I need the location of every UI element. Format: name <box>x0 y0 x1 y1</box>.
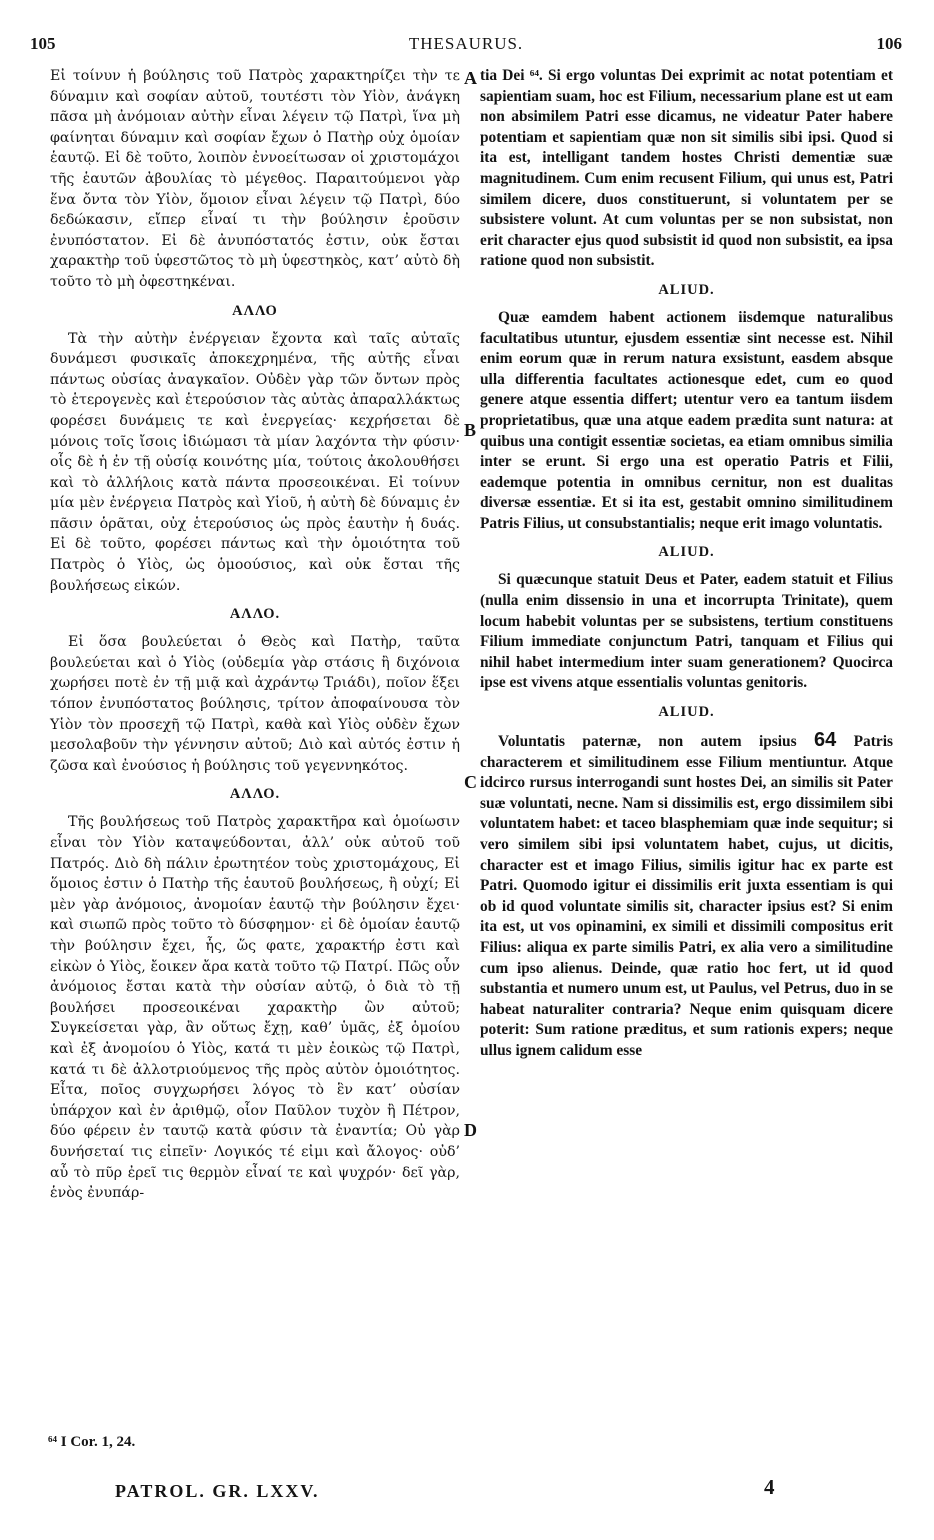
greek-column <box>50 66 460 1204</box>
latin-column <box>480 66 893 1062</box>
latin-heading-1: ALIUD. <box>658 281 715 298</box>
greek-paragraph-1: Εἰ τοίνυν ἡ βούλησις τοῦ Πατρὸς χαρακτηρίζει τὴν τε δύναμιν καὶ σοφίαν αὐτοῦ, τουτέστι τὸν Υἱὸν, ἀνάγκη πᾶσα μὴ ἀνόμοιαν αὐτὴν εἶναι λέγειν τῷ Πατρὶ, ἵνα μὴ φαίνηται δύναμιν καὶ σοφίαν ἔχων ὁ Πατὴρ οὐχ ὁμοίαν ἑαυτῷ. Εἰ δὲ τοῦτο, λοιπὸν ἐννοείτωσαν οἱ χριστομάχοι τῆς ἑαυτῶν ἀβουλίας τὸ μέγεθος. Παραιτούμενοι γὰρ ἕνα ὄντα τὸν Υἱὸν, ὅμοιον εἶναι λέγειν τῷ Πατρὶ, δύο δεδώκασιν, εἴπερ εἶναί τι τὴν βούλησιν ἐροῦσιν ἐνυπόστατον. Εἰ δὲ ἀνυπόστατός ἐστιν, οὐκ ἔσται χαρακτὴρ τοῦ ὑφεστῶτος τὸ μὴ ὑφεστηκὸς, κατ’ αὐτὸ δὴ τοῦτο τὸ μὴ ὀφεστηκέναι. <box>50 68 460 290</box>
latin-paragraph-3: Si quæcunque statuit Deus et Pater, eadem statuit et Filius (nulla enim dissensio in una et incorrupta Trinitate), quem locum habebit voluntas per se subsistens, tertium constituens Filium immediate conjunctum Patri, tanquam et Filius qui nihil habet intermedium inter suam generationem? Quocirca ipse est vivens atque essentialis voluntas genitoris. <box>480 571 893 692</box>
greek-heading-1: ΑΛΛΟ <box>232 302 278 319</box>
greek-heading-3: ΑΛΛΟ. <box>229 786 281 803</box>
running-title: THESAURUS. <box>408 34 524 53</box>
latin-paragraph-4-start: Voluntatis paternæ, non autem ipsius <box>498 733 797 751</box>
section-marker-c: C <box>464 772 477 792</box>
greek-paragraph-2: Τὰ τὴν αὐτὴν ἐνέργειαν ἔχοντα καὶ ταῖς αὐταῖς δυνάμεσι φυσικαῖς ἀποκεχρημένα, τῆς αὐτῆς εἶναι πάντως οὐσίας ἀναγκαῖον. Οὐδὲν γὰρ τῶν ὄντων πρὸς τὸ ἑτερογενὲς καὶ ἑτερούσιον τὰς αὐτὰς ἀπαραλλάκτως φορέσει δυνάμεις τε καὶ ἐνεργείας· κεχρήσεται δὲ μόνοις τοῖς ἴσοις ἰδιώμασι τὰ μίαν λαχόντα τὴν φύσιν· οἷς δὲ ἡ ἐν τῇ οὐσίᾳ κοινότης μία, τούτοις ἀκολουθήσει καὶ τὸ ἀλλήλοις κατὰ πάντα προσεοικέναι. Εἰ τοίνυν μία μὲν ἐνέργεια Πατρὸς καὶ Υἱοῦ, ἡ αὐτὴ δὲ δύναμις ἐν πᾶσιν ὁρᾶται, οὐχ ἑτερούσιος ὡς πρὸς ἑαυτὴν ἡ δυάς. Εἰ δὲ τοῦτο, φορέσει πάντως καὶ τὴν ὁμοιότητα τοῦ Πατρὸς ὁ Υἱὸς, ὡς ὁμοούσιος, καὶ οὐκ ἔσται τῆς βουλήσεως εἰκών. <box>50 330 460 594</box>
page-number-left: 105 <box>30 34 56 53</box>
section-marker-a: A <box>464 68 477 88</box>
section-marker-b: B <box>464 420 477 440</box>
footnote: ⁶⁴ I Cor. 1, 24. <box>48 1434 136 1450</box>
section-marker-d: D <box>464 1120 477 1140</box>
latin-heading-3: ALIUD. <box>658 704 715 721</box>
running-header <box>30 34 902 58</box>
latin-heading-2: ALIUD. <box>658 544 715 561</box>
greek-paragraph-4: Τῆς βουλήσεως τοῦ Πατρὸς χαρακτῆρα καὶ ὁμοίωσιν εἶναι τὸν Υἱὸν καταψεύδονται, ἀλλ’ οὐκ αὐτοῦ τοῦ Πατρός. Διὸ δὴ πάλιν ἐρωτητέον τοὺς χριστομάχους, Εἰ ὅμοιος ἐστιν ὁ Πατὴρ τῆς ἑαυτοῦ βουλήσεως, ἢ οὐχί; Εἰ μὲν γὰρ ἀνόμοιος, ἀνομοίαν ἑαυτῷ τὴν βούλησιν ἔχει· καὶ σιωπῶ πρὸς τοῦτο τὸ δύσφημον· εἰ δὲ ὁμοίαν ἑαυτῷ τὴν βούλησιν ἔχει, ἧς, ὥς φατε, χαρακτήρ ἐστι καὶ εἰκὼν ὁ Υἱὸς, ἔοικεν ἄρα κατὰ τοῦτο τῷ Πατρί. Πῶς οὖν ἀνόμοιος ἔσται κατὰ τὴν οὐσίαν αὐτῷ, ὁ διὰ τὸ τῇ βουλήσει προσεοικέναι χαρακτὴρ ὢν αὐτοῦ; Συγκείσεται γὰρ, ἂν οὕτως ἔχῃ, καθ’ ὑμᾶς, ἐξ ὁμοίου καὶ ἐξ ἀνομοίου ὁ Υἱὸς, κατά τι μὲν ἐοικὼς τῷ Πατρὶ, κατά τι δὲ ἀλλοτριούμενος τῆς πρὸς αὐτὸν ὁμοιότητος. Εἶτα, ποῖος συγχωρήσει λόγος τὸ ἓν κατ’ οὐσίαν ὑπάρχον καὶ ἐν ἀριθμῷ, οἷον Παῦλον τυχὸν ἢ Πέτρον, δύο φέρειν ἐν ταυτῷ κατὰ φύσιν τὰ ἐναντία; Οὐ γὰρ δυνήσεταί τις εἰπεῖν· Λογικός τέ εἰμι καὶ ἄλογος· οὐδ’ αὖ τὸ πῦρ ἐρεῖ τις θερμὸν εἶναί τε καὶ ψυχρόν· δεῖ γὰρ, ἑνὸς ἐνυπάρ- <box>50 814 460 1202</box>
latin-paragraph-1: tia Dei ⁶⁴. Si ergo voluntas Dei exprimit ac notat potentiam et sapientiam suam, hoc est Filium, necessarium plane est ut eam non absimilem Patri esse dicamus, ne videatur Pater habere potentiam et sapientiam quæ non sit similis sibi ipsi. Quod si ita est, intelligant tandem hostes Christi dementiæ suæ magnitudinem. Cum enim recusent Filium, qui unus est, Patri similem dicere, duos constituerunt, si voluntatem per se subsistere volunt. At cum voluntas per se non subsistat, non erit character ejus quod subsistit id quod non subsistit, ea ipsa ratione quod non subsistit. <box>480 67 893 270</box>
signature-mark: 4 <box>764 1475 775 1499</box>
column-number: 64 <box>814 729 837 752</box>
latin-paragraph-4-rest: Patris characterem et similitudinem esse Filium mentiuntur. Atque idcirco rursus interrogandi sunt hostes Dei, an similis sit Pater suæ voluntati, necne. Nam si dissimilis est, ergo dissimilem sibi voluntatem habet: et taceo blasphemiam quæ inde sequitur; si vero similem sibi ipsi voluntatem habet, cujus, ut dicitis, character est et imago Filius, similis igitur hac ex parte est Patri. Quomodo igitur ei dissimilis erit juxta essentiam is qui ob id quod voluntate similis sit, character ipsius est? Si enim ita est, ut vos opinamini, ex simili et dissimili compositus erit Filius: aliqua ex parte similis Patri, ex alia vero a similitudine cum ipso alienus. Deinde, quæ ratio hoc fert, ut id quod substantia et numero unum est, ut Paulus, vel Petrus, duo in se habeat naturaliter contraria? Neque enim quisquam dicere poterit: Sum ratione præditus, et sum rationis expers; neque ullus ignem calidum esse <box>480 733 893 1059</box>
series-footer: PATROL. GR. LXXV. <box>115 1481 320 1501</box>
page-number-right: 106 <box>876 34 902 53</box>
latin-paragraph-4 <box>480 730 893 1062</box>
greek-paragraph-3: Εἰ ὅσα βουλεύεται ὁ Θεὸς καὶ Πατὴρ, ταῦτα βουλεύεται καὶ ὁ Υἱὸς (οὐδεμία γὰρ στάσις ἢ διχόνοια χωρήσει ποτὲ ἐν τῇ μιᾷ καὶ ἀχράντῳ Τριάδι), ποῖον ἕξει τόπον ἐνυπόστατος βούλησις, τρίτον ἀποφαίνουσα τὸν Υἱὸν τὸν προσεχῆ τῷ Πατρὶ, καθὰ καὶ Υἱὸς οὐδὲν ἔχων μεσολαβοῦν τὴν γέννησιν αὐτοῦ; Διὸ καὶ αὐτός ἐστιν ἡ ζῶσα καὶ ἐνούσιος ἡ βούλησις τοῦ γεγεννηκότος. <box>50 634 460 774</box>
latin-paragraph-2: Quæ eamdem habent actionem iisdemque naturalibus facultatibus utuntur, ejusdem essentiæ sint necesse est. Nihil enim eorum quæ in rerum natura exsistunt, easdem absque ulla differentia facultates actionesque edet, cum eo quod genere atque essentia differt; utentur vero ea tantum iisdem proprietatibus, quæ una atque eadem prædita sunt natura: at quibus una contigit essentiæ societas, ea etiam omnibus similia inter se erunt. Si ergo una est operatio Patris et Filii, eademque potentia in omnibus cernitur, non est dualitas diversæ essentiæ. Et si ita est, gestabit omnino similitudinem Patris Filius, ut consubstantialis; neque erit imago voluntatis. <box>480 308 893 532</box>
greek-heading-2: ΑΛΛΟ. <box>229 606 281 623</box>
